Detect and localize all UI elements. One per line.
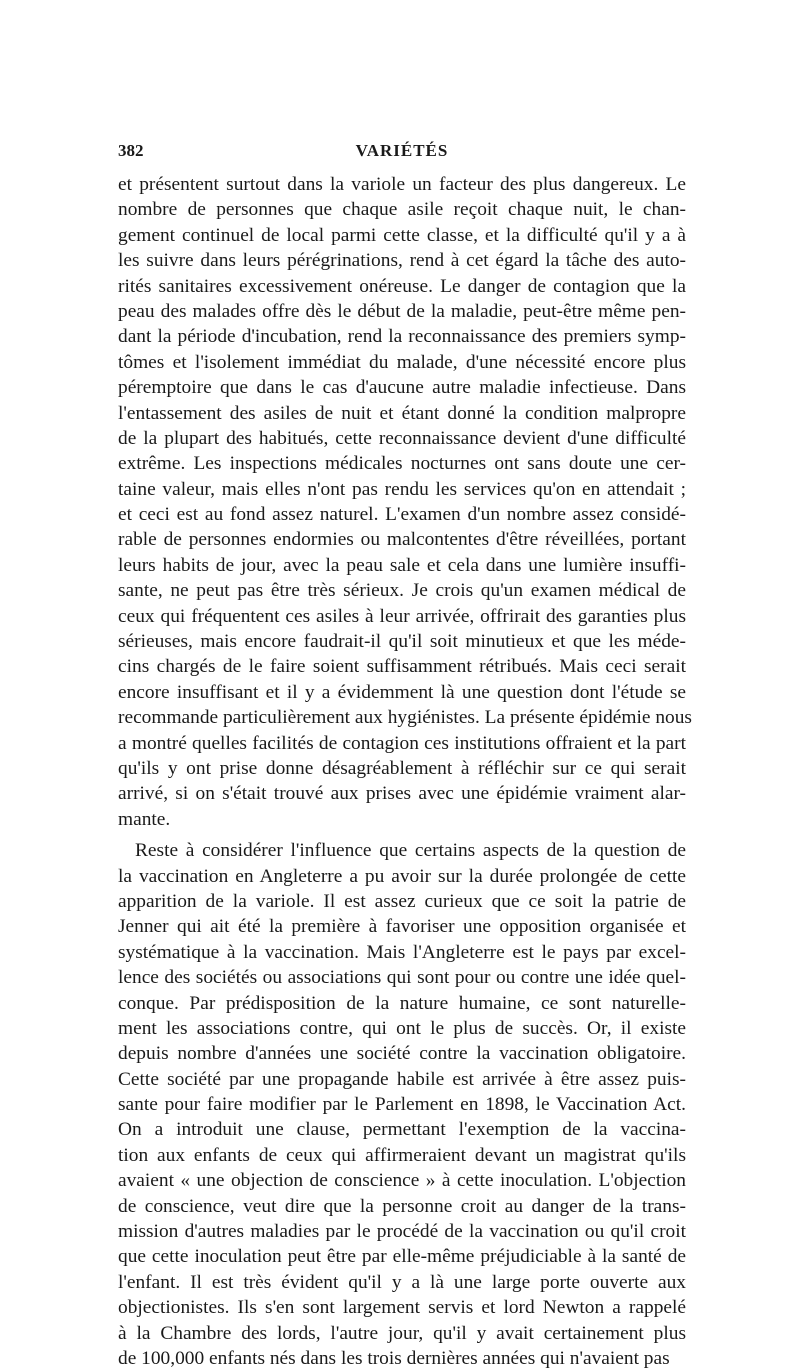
text-line: a montré quelles facilités de contagion ces institutions offraient et la part [118, 732, 686, 754]
text-line: dant la période d'incubation, rend la reconnaissance des premiers symp- [118, 326, 686, 348]
text-line: arrivé, si on s'était trouvé aux prises avec une épidémie vraiment alar- [118, 783, 686, 805]
text-line: et présentent surtout dans la variole un facteur des plus dangereux. Le [118, 174, 686, 195]
text-line: mante. [118, 808, 171, 830]
text-line: gement continuel de local parmi cette classe, et la difficulté qu'il y a à [118, 224, 686, 246]
text-line: avaient « une objection de conscience » à cette inoculation. L'objection [118, 1170, 686, 1192]
text-line: les suivre dans leurs pérégrinations, rend à cet égard la tâche des auto- [118, 250, 686, 272]
text-line: ment les associations contre, qui ont le plus de succès. Or, il existe [118, 1017, 686, 1039]
text-line: Jenner qui ait été la première à favoriser une opposition organisée et [118, 916, 686, 938]
paragraph [118, 172, 692, 832]
text-line: tômes et l'isolement immédiat du malade, d'une nécessité encore plus [118, 351, 686, 373]
text-line: cins chargés de le faire soient suffisamment rétribués. Mais ceci serait [118, 656, 686, 678]
text-line: tion aux enfants de ceux qui affirmeraient devant un magistrat qu'ils [118, 1144, 686, 1166]
text-line: la vaccination en Angleterre a pu avoir sur la durée prolongée de cette [118, 865, 686, 887]
text-line: extrême. Les inspections médicales nocturnes ont sans doute une cer- [118, 453, 686, 475]
paragraph [118, 838, 686, 1371]
text-line: Reste à considérer l'influence que certains aspects de la question de [135, 840, 686, 862]
text-line: sante pour faire modifier par le Parlement en 1898, le Vaccination Act. [118, 1094, 686, 1116]
text-line: de la plupart des habitués, cette reconnaissance devient d'une difficulté [118, 427, 686, 449]
text-line: peau des malades offre dès le début de la maladie, peut-être même pen- [118, 300, 686, 322]
text-line: l'enfant. Il est très évident qu'il y a là une large porte ouverte aux [118, 1271, 686, 1293]
page-header [118, 141, 686, 171]
text-line: de 100,000 enfants nés dans les trois dernières années qui n'avaient pas [118, 1347, 670, 1369]
text-line: depuis nombre d'années une société contre la vaccination obligatoire. [118, 1043, 686, 1065]
text-line: mission d'autres maladies par le procédé de la vaccination ou qu'il croit [118, 1221, 686, 1243]
body-text [118, 172, 692, 1371]
text-line: lence des sociétés ou associations qui sont pour ou contre une idée quel- [118, 967, 686, 989]
text-line: l'entassement des asiles de nuit et étant donné la condition malpropre [118, 402, 686, 424]
text-line: Cette société par une propagande habile est arrivée à être assez puis- [118, 1068, 686, 1090]
text-line: recommande particulièrement aux hygiénistes. La présente épidémie nous [118, 707, 692, 729]
text-line: sante, ne peut pas être très sérieux. Je crois qu'un examen médical de [118, 580, 686, 602]
text-line: sérieuses, mais encore faudrait-il qu'il soit minutieux et que les méde- [118, 631, 686, 653]
text-line: de conscience, veut dire que la personne croit au danger de la trans- [118, 1195, 686, 1217]
text-line: que cette inoculation peut être par elle-même préjudiciable à la santé de [118, 1246, 686, 1268]
text-line: conque. Par prédisposition de la nature humaine, ce sont naturelle- [118, 992, 686, 1014]
text-line: encore insuffisant et il y a évidemment là une question dont l'étude se [118, 681, 686, 703]
text-line: systématique à la vaccination. Mais l'Angleterre est le pays par excel- [118, 941, 686, 963]
text-line: à la Chambre des lords, l'autre jour, qu'il y avait certainement plus [118, 1322, 686, 1344]
text-line: ceux qui fréquentent ces asiles à leur arrivée, offrirait des garanties plus [118, 605, 686, 627]
text-line: apparition de la variole. Il est assez curieux que ce soit la patrie de [118, 890, 686, 912]
page-number: 382 [118, 141, 144, 160]
text-line: péremptoire que dans le cas d'aucune autre maladie infectieuse. Dans [118, 377, 686, 399]
running-title: VARIÉTÉS [355, 141, 449, 160]
text-line: nombre de personnes que chaque asile reçoit chaque nuit, le chan- [118, 199, 686, 221]
text-line: objectionistes. Ils s'en sont largement servis et lord Newton a rappelé [118, 1297, 686, 1319]
text-line: taine valeur, mais elles n'ont pas rendu les services qu'on en attendait ; [118, 478, 686, 500]
text-line: rable de personnes endormies ou malcontentes d'être réveillées, portant [118, 529, 686, 551]
text-line: rités sanitaires excessivement onéreuse. Le danger de contagion que la [118, 275, 686, 297]
text-line: leurs habits de jour, avec la peau sale et cela dans une lumière insuffi- [118, 554, 686, 576]
text-line: et ceci est au fond assez naturel. L'examen d'un nombre assez considé- [118, 504, 686, 526]
text-line: qu'ils y ont prise donne désagréablement à réfléchir sur ce qui serait [118, 757, 686, 779]
text-line: On a introduit une clause, permettant l'exemption de la vaccina- [118, 1119, 686, 1141]
